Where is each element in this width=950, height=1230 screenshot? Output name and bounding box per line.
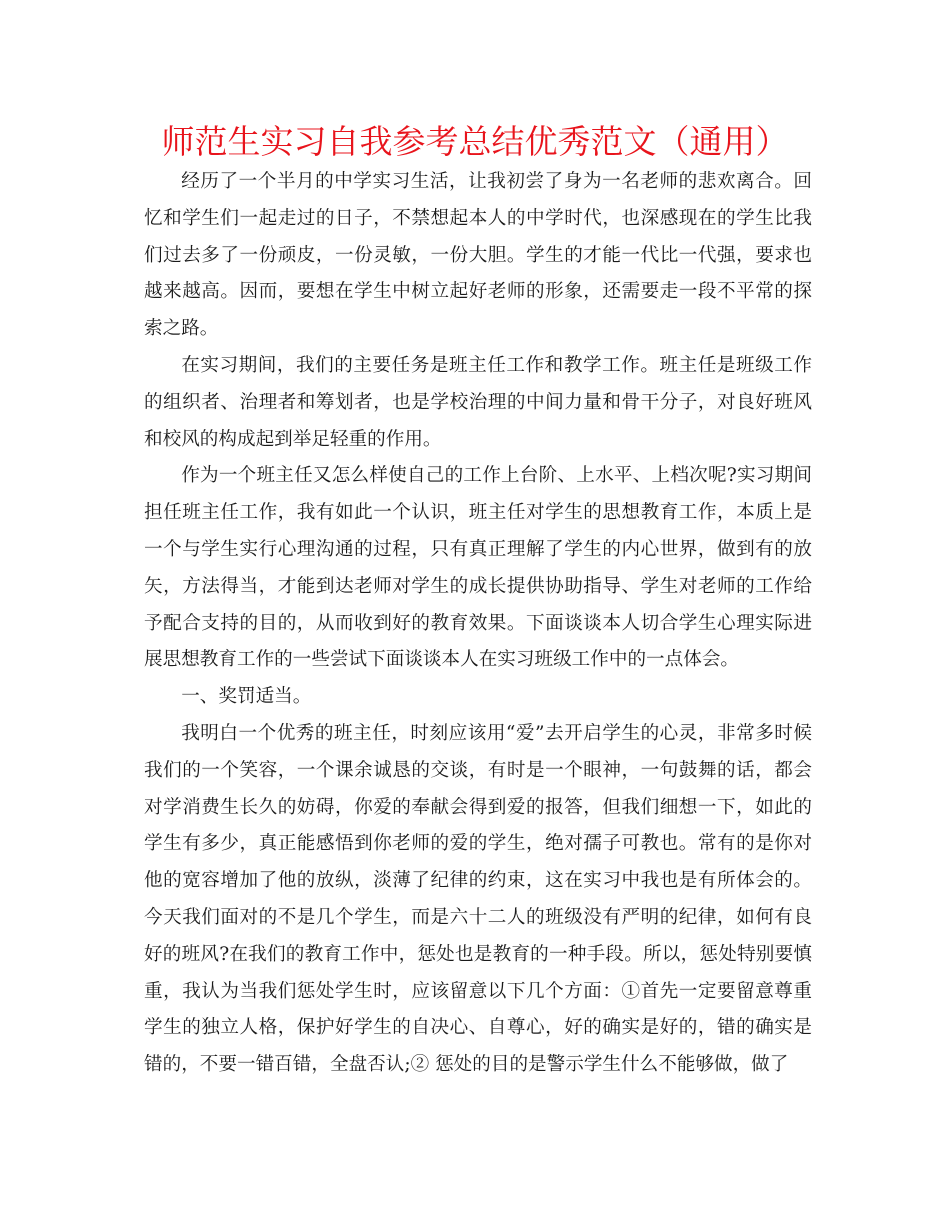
paragraph: 作为一个班主任又怎么样使自己的工作上台阶、上水平、上档次呢?实习期间担任班主任工作，我有如此一个认识，班主任对学生的思想教育工作，本质上是一个与学生实行心理沟通的过程，只有真正理解了学生的内心世界，做到有的放矢，方法得当，才能到达老师对学生的成长提供协助指导、学生对老师的工作给予配合支持的目的，从而收到好的教育效果。下面谈谈本人切合学生心理实际进展思想教育工作的一些尝试下面谈谈本人在实习班级工作中的一点体会。 xyxy=(144,465,812,671)
paragraph: 我明白一个优秀的班主任，时刻应该用“爱”去开启学生的心灵，非常多时候我们的一个笑容，一个课余诚恳的交谈，有时是一个眼神，一句鼓舞的话，都会对学消费生长久的妨碍，你爱的奉献会得到爱的报答，但我们细想一下，如此的学生有多少，真正能感悟到你老师的爱的学生，绝对孺子可教也。常有的是你对他的宽容增加了他的放纵，淡薄了纪律的约束，这在实习中我也是有所体会的。今天我们面对的不是几个学生，而是六十二人的班级没有严明的纪律，如何有良好的班风?在我们的教育工作中，惩处也是教育的一种手段。所以，惩处特别要慎重，我认为当我们惩处学生时，应该留意以下几个方面：①首先一定要留意尊重学生的独立人格，保护好学生的自决心、自尊心，好的确实是好的，错的确实是错的，不要一错百错，全盘否认;② 惩处的目的是警示学生什么不能够做，做了 xyxy=(144,722,812,1076)
paragraph: 在实习期间，我们的主要任务是班主任工作和教学工作。班主任是班级工作的组织者、治理者和筹划者，也是学校治理的中间力量和骨干分子，对良好班风和校风的构成起到举足轻重的作用。 xyxy=(144,354,812,450)
document-body xyxy=(144,164,812,1084)
document-title: 师范生实习自我参考总结优秀范文（通用） xyxy=(161,122,789,161)
section-heading: 一、奖罚适当。 xyxy=(181,686,312,708)
paragraph: 经历了一个半月的中学实习生活，让我初尝了身为一名老师的悲欢离合。回忆和学生们一起走过的日子，不禁想起本人的中学时代，也深感现在的学生比我们过去多了一份顽皮，一份灵敏，一份大胆。学生的才能一代比一代强，要求也越来越高。因而，要想在学生中树立起好老师的形象，还需要走一段不平常的探索之路。 xyxy=(144,171,812,340)
